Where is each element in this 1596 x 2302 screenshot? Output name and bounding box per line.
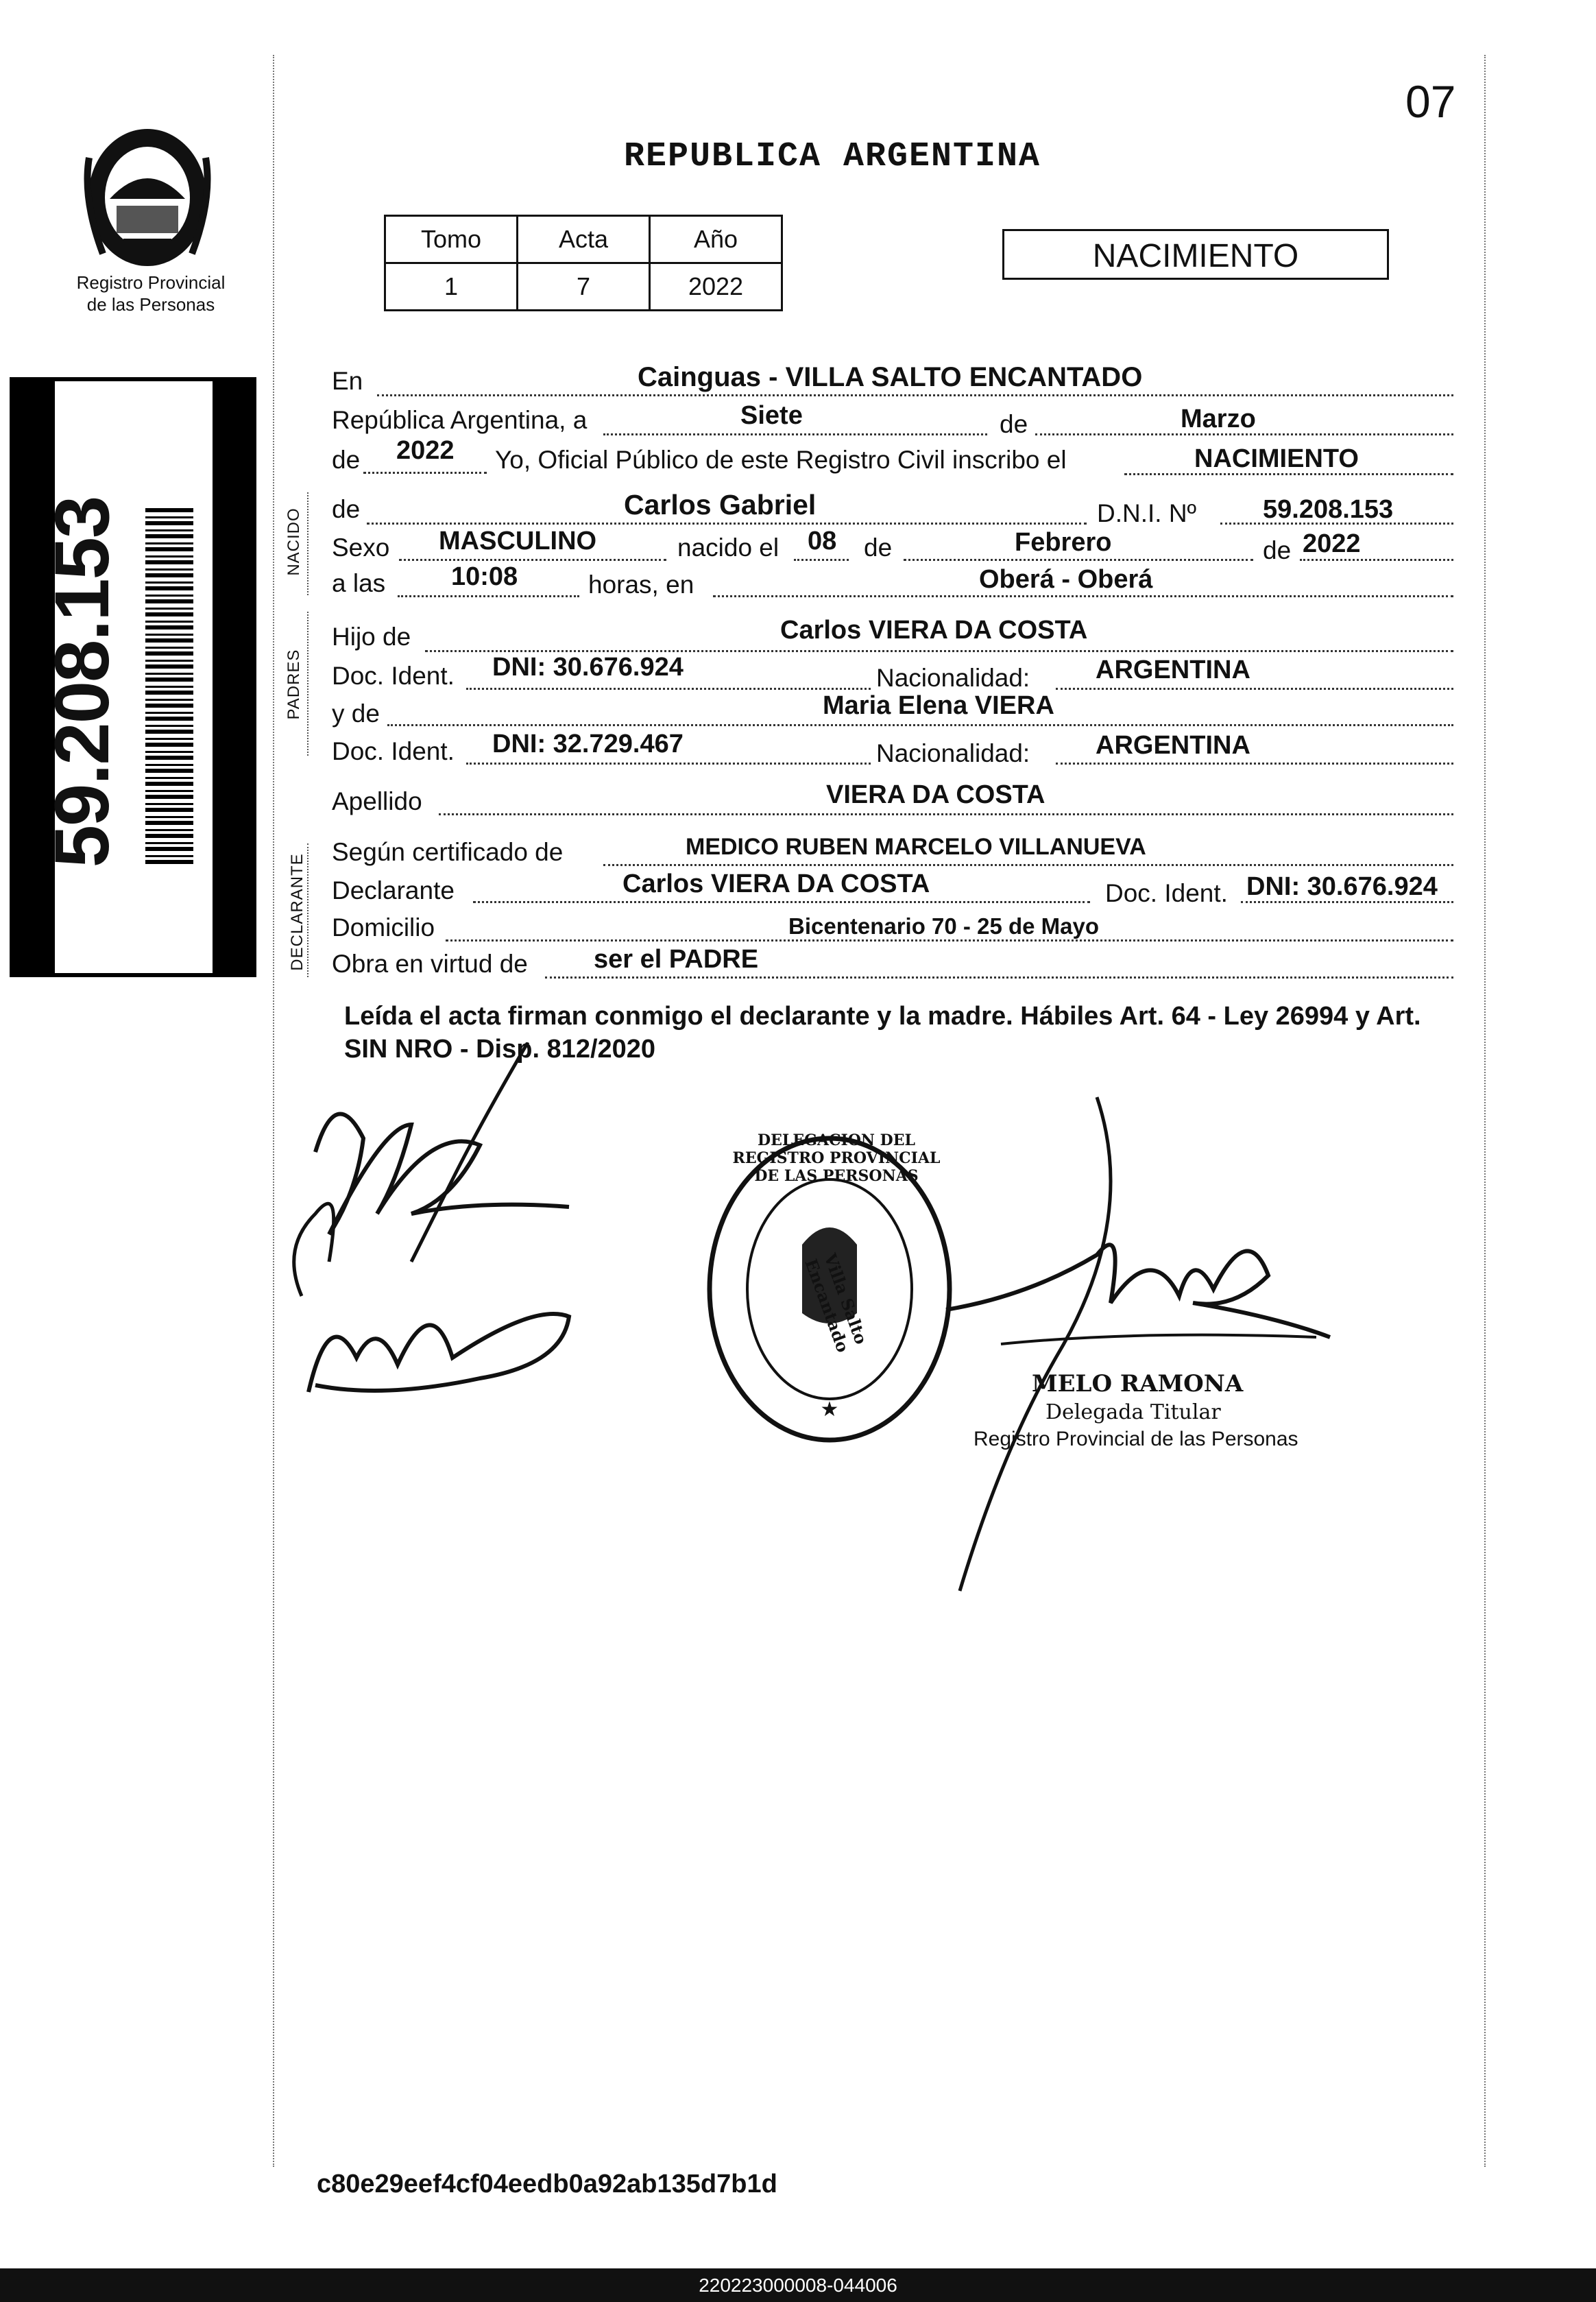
padres-bracket (307, 612, 309, 756)
dotted-line (473, 901, 1090, 903)
dotted-line (466, 688, 871, 690)
stamp-inner-text: Villa Salto Encantado (801, 1250, 871, 1356)
apellido-value: VIERA DA COSTA (826, 780, 1045, 809)
document-hash: c80e29eef4cf04eedb0a92ab135d7b1d (317, 2170, 777, 2198)
day-word-value: Siete (740, 401, 803, 430)
label-de-month: de (864, 533, 893, 562)
label-de-year: de (332, 446, 361, 474)
label-doc-ident-father: Doc. Ident. (332, 662, 455, 690)
registry-line-1: Registro Provincial (76, 272, 226, 293)
father-doc-value: DNI: 30.676.924 (492, 653, 684, 682)
header-acta: Acta (518, 216, 650, 263)
obra-value: ser el PADRE (594, 945, 759, 974)
father-name-value: Carlos VIERA DA COSTA (780, 616, 1088, 645)
dotted-line (713, 595, 1453, 597)
value-acta: 7 (518, 263, 650, 311)
label-doc-ident-mother: Doc. Ident. (332, 737, 455, 765)
dotted-line (545, 976, 1453, 979)
label-domicilio: Domicilio (332, 913, 435, 942)
dotted-line (446, 939, 1453, 942)
official-institution: Registro Provincial de las Personas (974, 1428, 1298, 1450)
label-a-las: a las (332, 569, 386, 597)
label-nacido-el: nacido el (677, 533, 779, 562)
dotted-line (1056, 688, 1453, 690)
dotted-line (904, 559, 1253, 561)
official-role: Delegada Titular (1045, 1400, 1221, 1424)
dotted-line (466, 763, 871, 765)
mother-name-value: Maria Elena VIERA (823, 691, 1054, 720)
reading-statement: Leída el acta firman conmigo el declarante y la madre. Hábiles Art. 64 - Ley 26994 y Art. SIN NRO - Disp. 812/2020 (344, 1002, 1421, 1064)
label-de: de (1000, 410, 1028, 438)
child-name-value: Carlos Gabriel (624, 489, 817, 520)
registry-name (41, 272, 261, 315)
section-nacido: NACIDO (285, 507, 303, 576)
time-value: 10:08 (451, 562, 518, 591)
nacido-bracket (307, 492, 309, 595)
dotted-line (367, 523, 1087, 525)
label-nacionalidad-father: Nacionalidad: (876, 664, 1030, 692)
label-sexo: Sexo (332, 533, 390, 562)
header-tomo: Tomo (385, 216, 518, 263)
dotted-line (398, 595, 579, 597)
dotted-line (1300, 559, 1453, 561)
birth-year-value: 2022 (1303, 529, 1361, 558)
declarante-doc-value: DNI: 30.676.924 (1246, 872, 1438, 901)
value-anio: 2022 (650, 263, 782, 311)
header-anio: Año (650, 216, 782, 263)
page-title: REPUBLICA ARGENTINA (623, 137, 1041, 176)
stamp-outer-text: DELEGACION DEL REGISTRO PROVINCIAL DE LAS PERSONAS (732, 1131, 941, 1185)
domicilio-value: Bicentenario 70 - 25 de Mayo (788, 913, 1099, 939)
declarante-value: Carlos VIERA DA COSTA (622, 870, 930, 898)
label-de-name: de (332, 495, 361, 523)
label-en: En (332, 367, 363, 395)
father-nationality-value: ARGENTINA (1096, 656, 1250, 684)
birth-month-value: Febrero (1015, 528, 1112, 557)
signature-declarant (274, 1042, 603, 1426)
label-dni: D.N.I. Nº (1097, 499, 1197, 527)
label-de-year2: de (1263, 536, 1292, 564)
dotted-line (603, 433, 987, 435)
label-nacionalidad-mother: Nacionalidad: (876, 739, 1030, 767)
svg-text:★: ★ (820, 1398, 839, 1421)
dotted-line (603, 864, 1453, 866)
barcode-bars (145, 507, 193, 864)
year-value: 2022 (396, 436, 455, 465)
dotted-line (363, 472, 487, 474)
label-doc-ident-declarante: Doc. Ident. (1105, 879, 1228, 907)
footer-code: 220223000008-044006 (0, 2268, 1596, 2302)
section-declarante: DECLARANTE (288, 853, 306, 971)
section-padres: PADRES (285, 649, 303, 720)
certificado-value: MEDICO RUBEN MARCELO VILLANUEVA (686, 834, 1146, 860)
label-horas-en: horas, en (588, 571, 694, 599)
registry-line-2: de las Personas (86, 294, 215, 315)
sexo-value: MASCULINO (439, 527, 597, 555)
month-value: Marzo (1181, 405, 1256, 433)
label-hijo-de: Hijo de (332, 623, 411, 651)
label-y-de: y de (332, 699, 380, 728)
dotted-line (1056, 763, 1453, 765)
label-obra: Obra en virtud de (332, 950, 528, 978)
tomo-acta-table (384, 215, 783, 311)
dotted-line (399, 559, 666, 561)
mother-doc-value: DNI: 32.729.467 (492, 730, 684, 758)
label-apellido: Apellido (332, 787, 422, 815)
dotted-line (387, 724, 1453, 726)
dotted-line (794, 559, 849, 561)
dotted-line (439, 813, 1453, 815)
label-oficial: Yo, Oficial Público de este Registro Civil inscribo el (495, 446, 1067, 474)
dotted-line (425, 650, 1453, 652)
official-name: MELO RAMONA (1032, 1370, 1244, 1398)
birth-day-value: 08 (808, 527, 837, 555)
label-segun-certificado: Según certificado de (332, 838, 564, 866)
birth-place-value: Oberá - Oberá (979, 565, 1153, 594)
dotted-line (377, 394, 1453, 396)
right-margin-line (1484, 55, 1486, 2167)
province-seal-icon (75, 117, 219, 274)
label-declarante: Declarante (332, 876, 455, 904)
label-republica: República Argentina, a (332, 406, 588, 434)
act-name-value: NACIMIENTO (1194, 444, 1359, 473)
dni-vertical-label: 59.208.153 (39, 496, 125, 868)
page-number: 07 (1405, 76, 1456, 127)
dni-value: 59.208.153 (1263, 495, 1394, 524)
mother-nationality-value: ARGENTINA (1096, 731, 1250, 760)
value-tomo: 1 (385, 263, 518, 311)
act-type-box: NACIMIENTO (1002, 229, 1389, 280)
place-value: Cainguas - VILLA SALTO ENCANTADO (638, 362, 1143, 392)
